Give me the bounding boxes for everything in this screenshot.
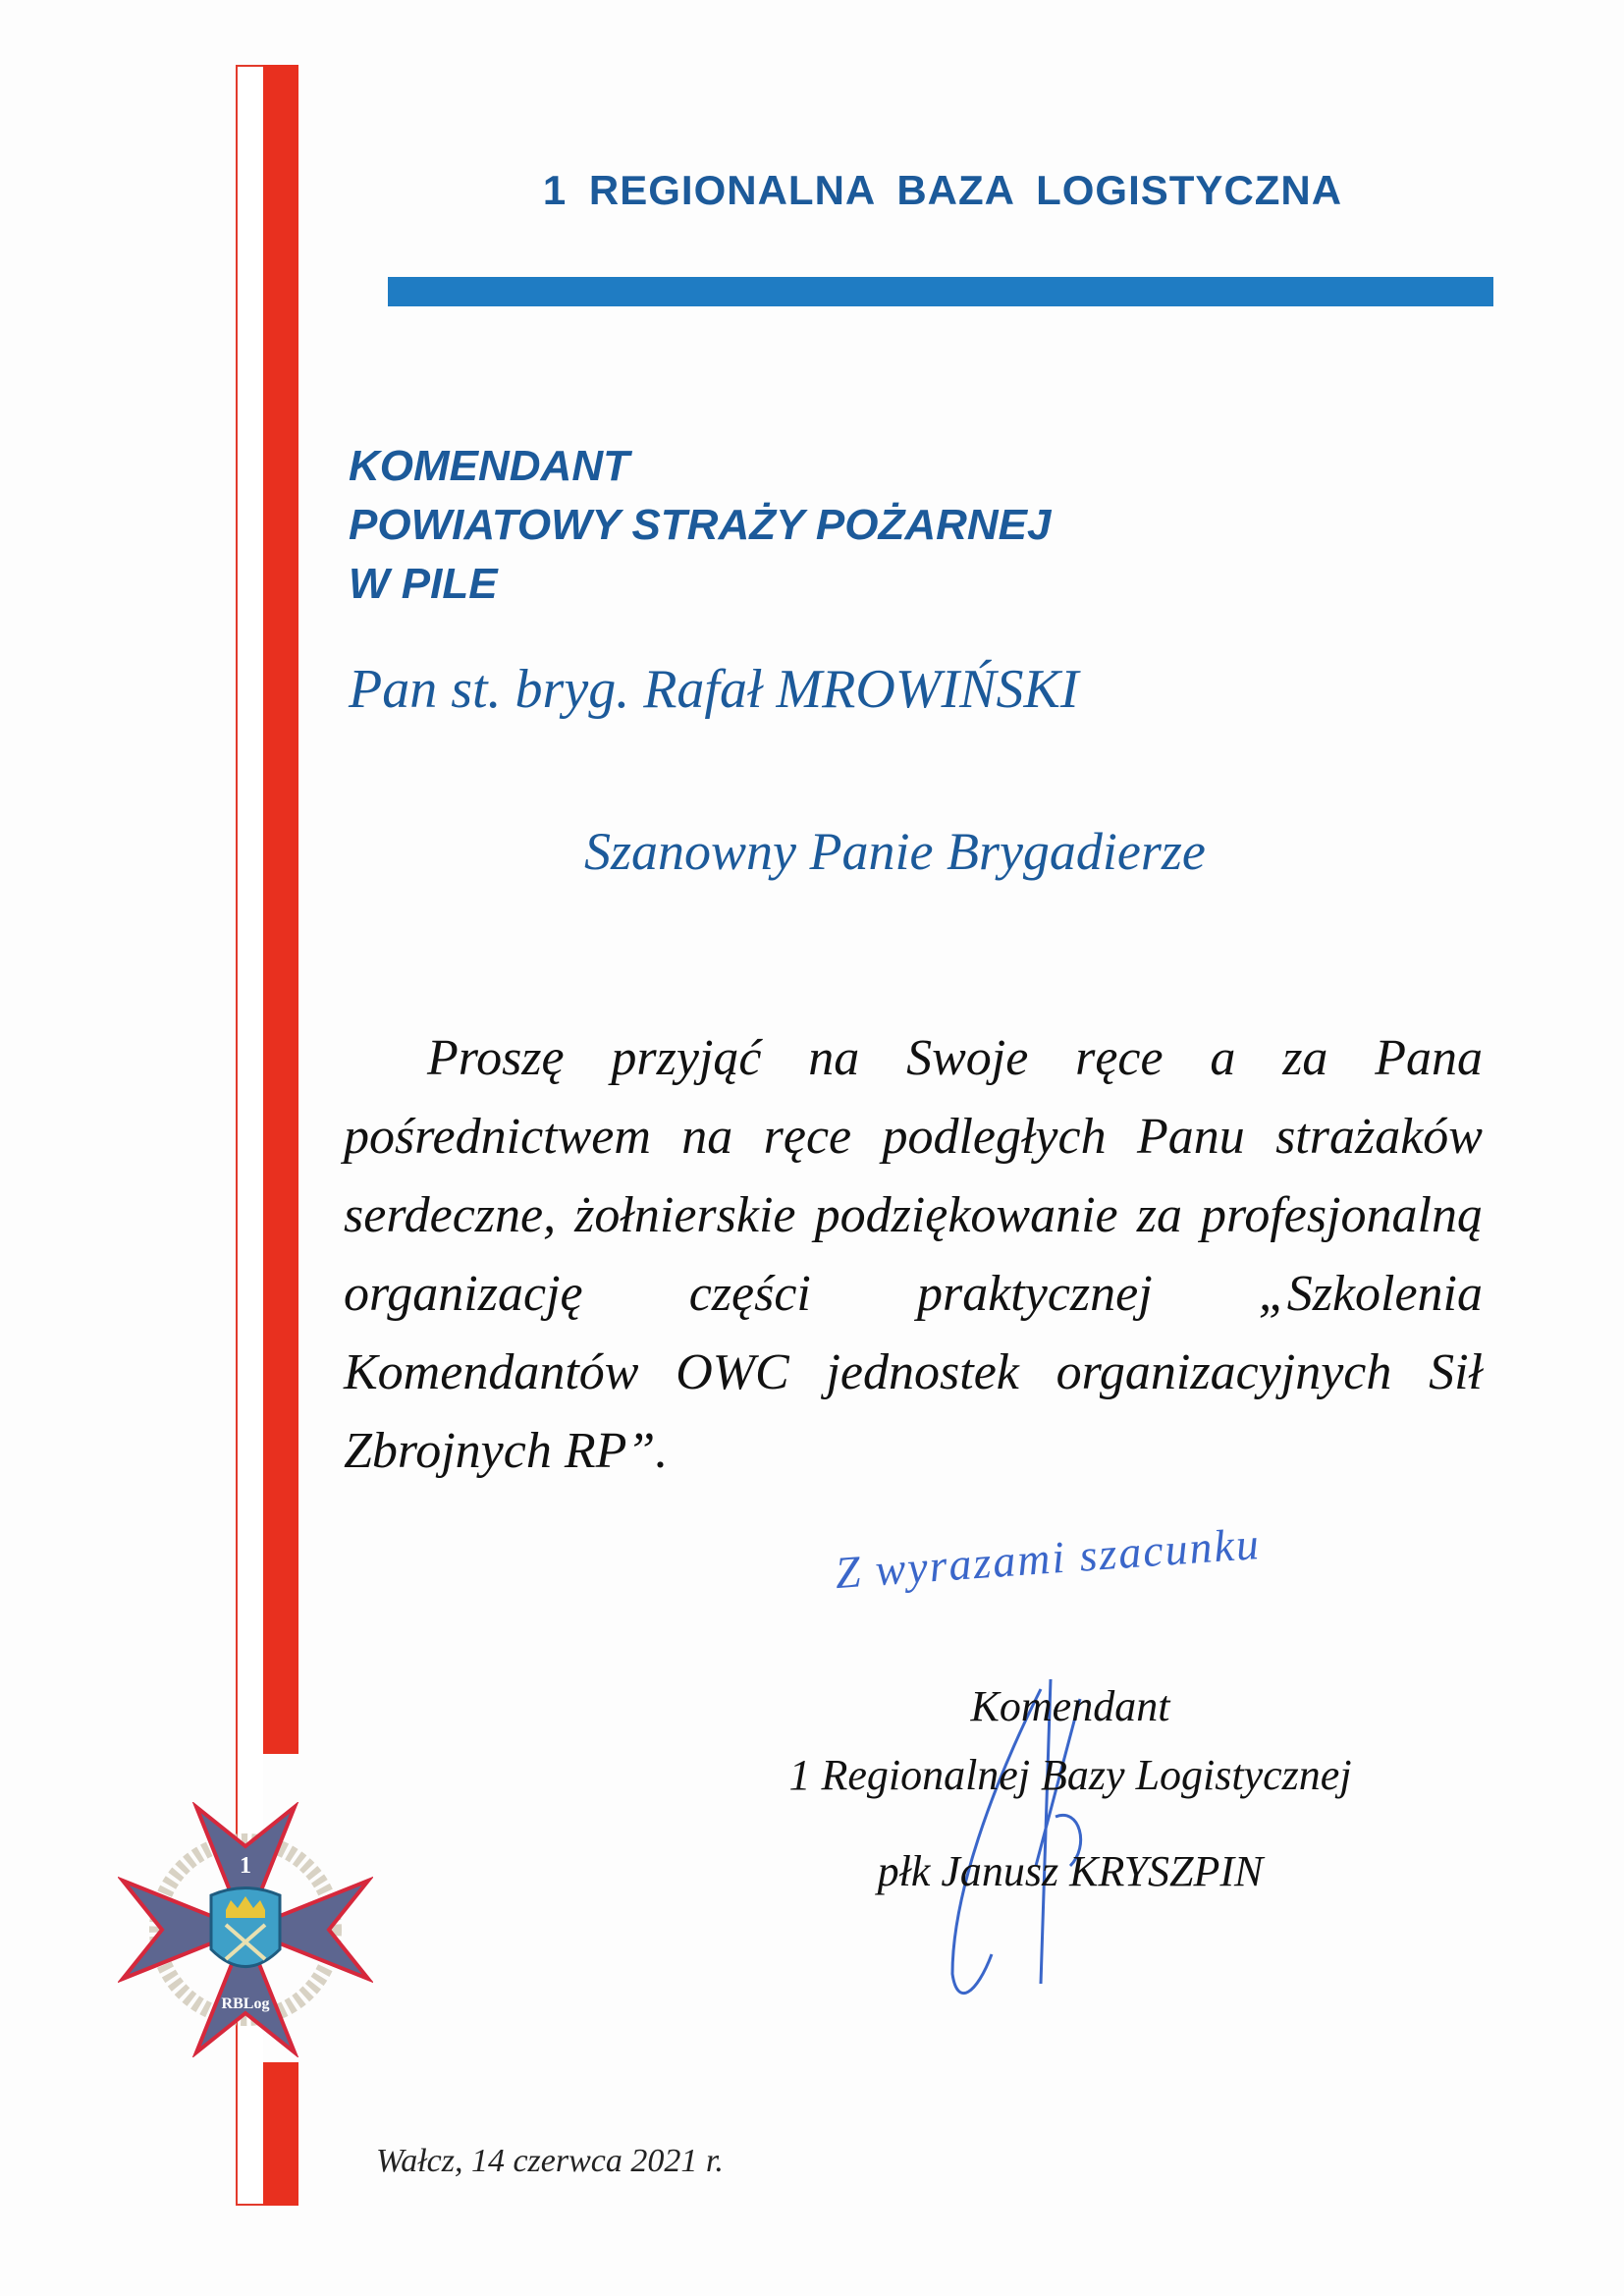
red-stripe-lower [263,2062,298,2206]
recipient-address [349,437,1051,614]
address-line: POWIATOWY STRAŻY POŻARNEJ [349,501,1052,549]
institution-title: 1 REGIONALNA BAZA LOGISTYCZNA [542,167,1343,213]
salutation: Szanowny Panie Brygadierze [584,822,1206,881]
emblem-label: RBLog [221,1995,270,2012]
signatory-unit: 1 Regionalnej Bazy Logistycznej [788,1751,1352,1799]
emblem-number: 1 [240,1853,251,1879]
body-text: Proszę przyjąć na Swoje ręce a za Pana pośrednictwem na ręce podległych Panu strażaków serdeczne, żołnierskie podziękowanie za profesjonalną organizację części praktycznej „Szkolenia Komendantów OWC jednostek organizacyjnych Sił Zbrojnych RP”. [344,1030,1483,1479]
signatory-title: Komendant [970,1682,1170,1730]
signatory-name: płk Janusz KRYSZPIN [877,1847,1264,1895]
address-line: W PILE [349,560,498,608]
red-stripe-upper [263,65,298,1754]
header-divider-bar [388,277,1493,306]
handwritten-closing: Z wyrazami szacunku [833,1517,1263,1599]
recipient-name: Pan st. bryg. Rafał MROWIŃSKI [349,659,1079,720]
rblog-emblem [118,1802,373,2057]
body-paragraph [344,1019,1483,1491]
place-date: Wałcz, 14 czerwca 2021 r. [376,2143,724,2179]
address-line: KOMENDANT [349,442,629,490]
